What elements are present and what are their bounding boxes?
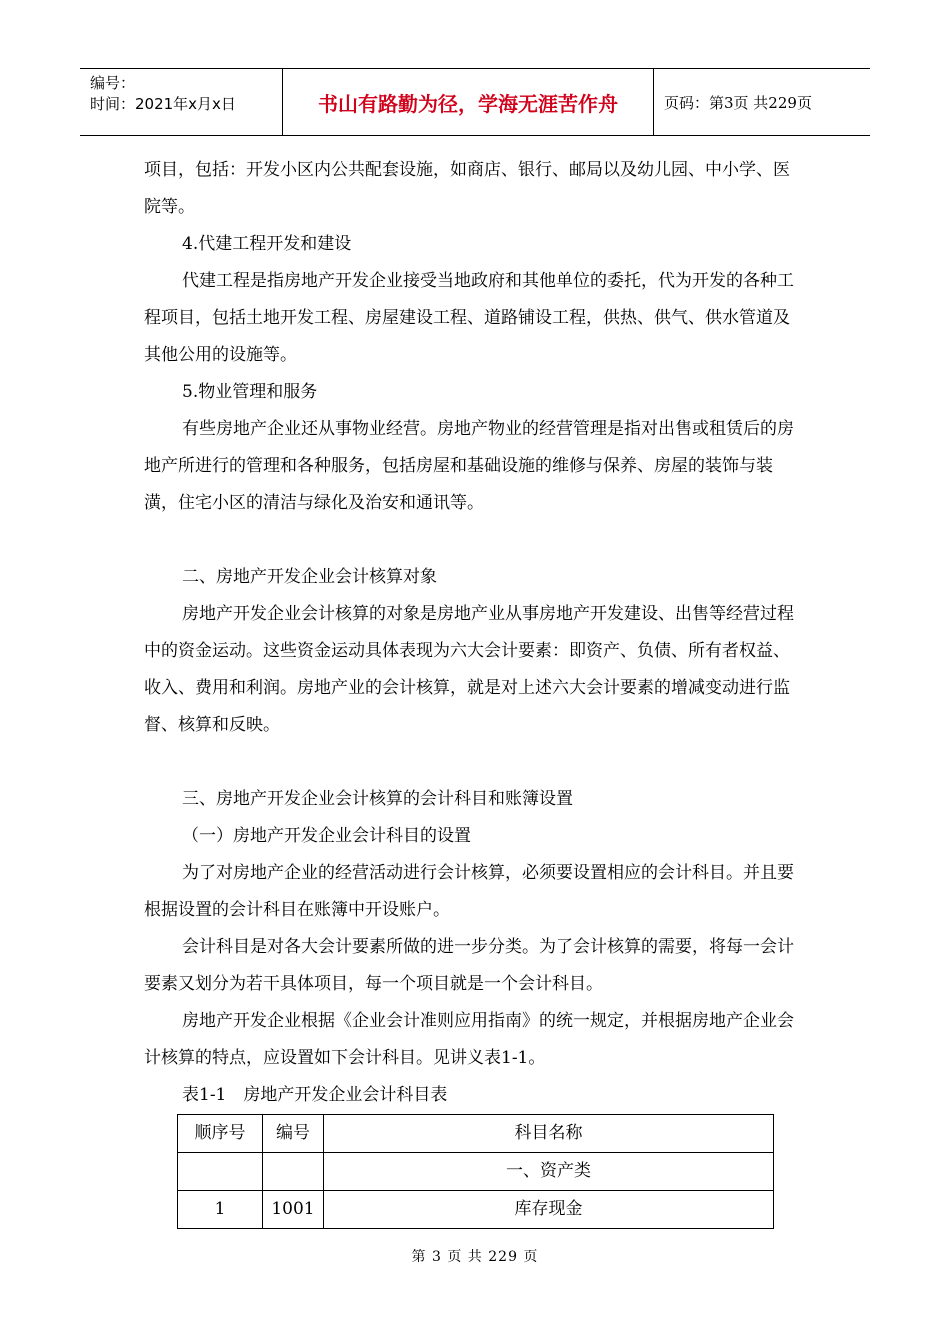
table-row <box>178 1191 774 1229</box>
paragraph: 会计科目是对各大会计要素所做的进一步分类。为了会计核算的需要，将每一会计要素又划分为若干具体项目，每一个项目就是一个会计科目。 <box>144 937 794 994</box>
section-title: 三、房地产开发企业会计核算的会计科目和账簿设置 <box>182 789 573 809</box>
section-heading: 4.代建工程开发和建设 <box>182 234 352 254</box>
table-row <box>178 1153 774 1191</box>
table-caption: 表1-1 房地产开发企业会计科目表 <box>182 1085 448 1105</box>
accounts-table <box>177 1114 774 1229</box>
subsection-title: （一）房地产开发企业会计科目的设置 <box>182 826 471 846</box>
paragraph: 房地产开发企业根据《企业会计准则应用指南》的统一规定，并根据房地产企业会计核算的特点，应设置如下会计科目。见讲义表1-1。 <box>144 1011 794 1068</box>
section-heading: 5.物业管理和服务 <box>182 382 318 402</box>
page-footer: 第 3 页 共 229 页 <box>411 1249 539 1265</box>
cell-name: 库存现金 <box>324 1191 774 1229</box>
header-motto: 书山有路勤为径，学海无涯苦作舟 <box>282 69 654 135</box>
header-meta <box>80 69 282 135</box>
cell-empty <box>178 1153 263 1191</box>
document-body <box>144 152 804 1229</box>
paragraph: 代建工程是指房地产开发企业接受当地政府和其他单位的委托，代为开发的各种工程项目，包括土地开发工程、房屋建设工程、道路铺设工程，供热、供气、供水管道及其他公用的设施等。 <box>144 271 794 365</box>
header-seq: 顺序号 <box>178 1115 263 1153</box>
paragraph: 为了对房地产企业的经营活动进行会计核算，必须要设置相应的会计科目。并且要根据设置的会计科目在账簿中开设账户。 <box>144 863 794 920</box>
cell-empty <box>263 1153 324 1191</box>
header-name: 科目名称 <box>324 1115 774 1153</box>
doc-number-label: 编号： <box>90 74 136 92</box>
header-page-info: 页码：第3页 共229页 <box>664 93 812 112</box>
page-header <box>80 68 870 136</box>
category-cell: 一、资产类 <box>324 1153 774 1191</box>
header-code: 编号 <box>263 1115 324 1153</box>
cell-seq: 1 <box>178 1191 263 1229</box>
section-title: 二、房地产开发企业会计核算对象 <box>182 567 437 587</box>
paragraph: 有些房地产企业还从事物业经营。房地产物业的经营管理是指对出售或租赁后的房地产所进行的管理和各种服务，包括房屋和基础设施的维修与保养、房屋的装饰与装潢，住宅小区的清洁与绿化及治安和通讯等。 <box>144 419 794 513</box>
cell-code: 1001 <box>263 1191 324 1229</box>
table-header-row <box>178 1115 774 1153</box>
doc-time-label: 时间：2021年x月x日 <box>90 95 236 113</box>
paragraph: 项目，包括：开发小区内公共配套设施，如商店、银行、邮局以及幼儿园、中小学、医院等。 <box>144 160 790 217</box>
paragraph: 房地产开发企业会计核算的对象是房地产业从事房地产开发建设、出售等经营过程中的资金运动。这些资金运动具体表现为六大会计要素：即资产、负债、所有者权益、收入、费用和利润。房地产业的会计核算，就是对上述六大会计要素的增减变动进行监督、核算和反映。 <box>144 604 794 735</box>
